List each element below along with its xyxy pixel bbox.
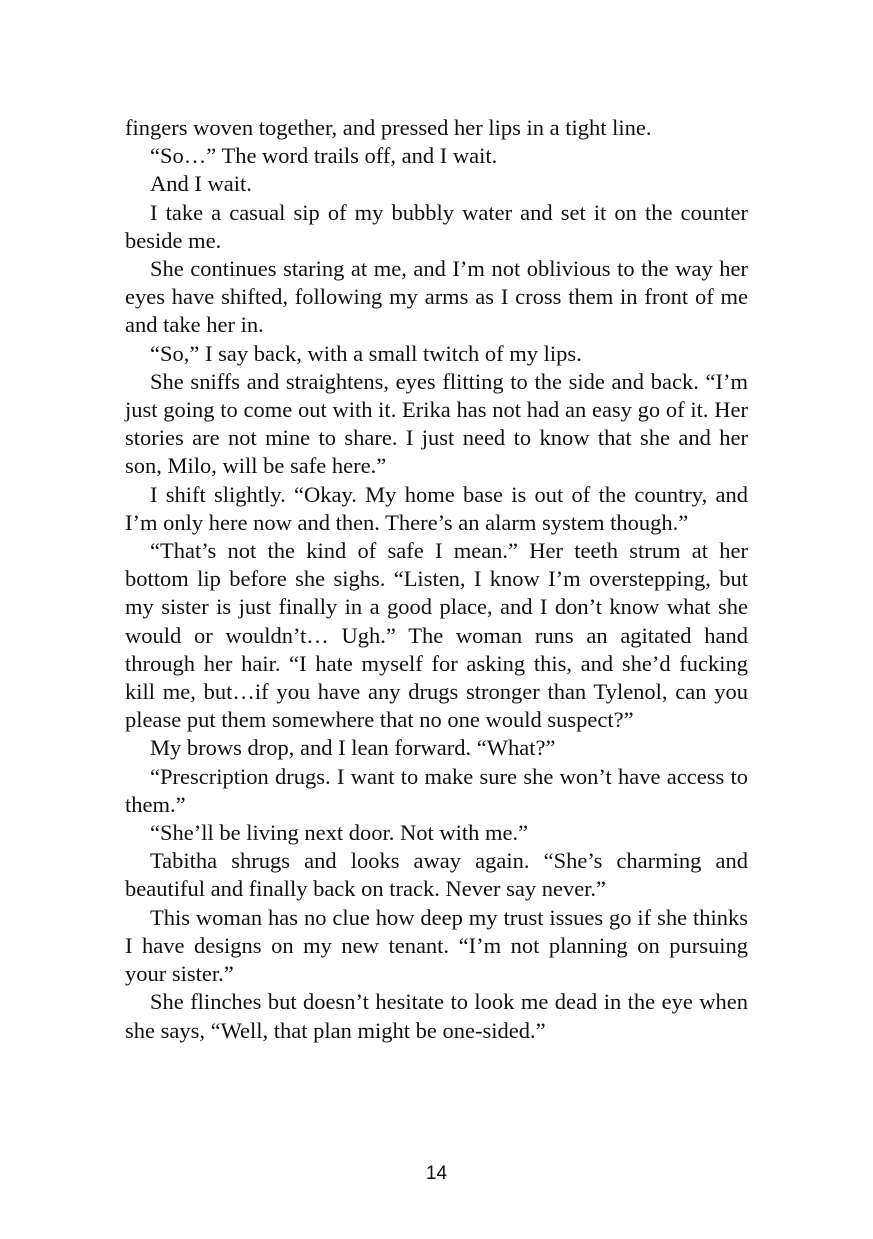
paragraph: My brows drop, and I lean forward. “What?” bbox=[150, 735, 556, 761]
paragraph: She continues staring at me, and I’m not oblivious to the way her eyes have shifted, following my arms as I cross them in front of me and take her in. bbox=[125, 256, 748, 338]
paragraph: She sniffs and straightens, eyes flitting to the side and back. “I’m just going to come out with it. Erika has not had an easy go of it. Her stories are not mine to share. I just need to know that she and her son, Milo, will be safe here.” bbox=[125, 368, 748, 479]
paragraph: “So,” I say back, with a small twitch of my lips. bbox=[150, 340, 582, 366]
paragraph: “So…” The word trails off, and I wait. bbox=[150, 143, 498, 169]
paragraph: “That’s not the kind of safe I mean.” Her teeth strum at her bottom lip before she sighs. “Listen, I know I’m overstepping, but my sister is just finally in a good place, and I don’t know what she would or wouldn’t… Ugh.” The woman runs an agitated hand through her hair. “I hate myself for asking this, and she’d fucking kill me, but…if you have any drugs stronger than Tylenol, can you please put them somewhere that no one would suspect?” bbox=[125, 538, 748, 733]
paragraph: This woman has no clue how deep my trust issues go if she thinks I have designs on my new tenant. “I’m not planning on pursuing your sister.” bbox=[125, 904, 748, 987]
paragraph: She flinches but doesn’t hesitate to look me dead in the eye when she says, “Well, that plan might be one-sided.” bbox=[125, 989, 748, 1043]
body-text bbox=[125, 114, 748, 1045]
page-number: 14 bbox=[425, 1163, 448, 1184]
paragraph: I take a casual sip of my bubbly water and set it on the counter beside me. bbox=[125, 199, 748, 253]
paragraph: fingers woven together, and pressed her lips in a tight line. bbox=[125, 115, 652, 140]
paragraph: I shift slightly. “Okay. My home base is out of the country, and I’m only here now and then. There’s an alarm system though.” bbox=[125, 481, 748, 535]
paragraph: “She’ll be living next door. Not with me.” bbox=[150, 820, 529, 846]
paragraph: And I wait. bbox=[150, 171, 252, 197]
paragraph: “Prescription drugs. I want to make sure she won’t have access to them.” bbox=[125, 763, 748, 817]
paragraph: Tabitha shrugs and looks away again. “She’s charming and beautiful and finally back on track. Never say never.” bbox=[125, 848, 748, 902]
